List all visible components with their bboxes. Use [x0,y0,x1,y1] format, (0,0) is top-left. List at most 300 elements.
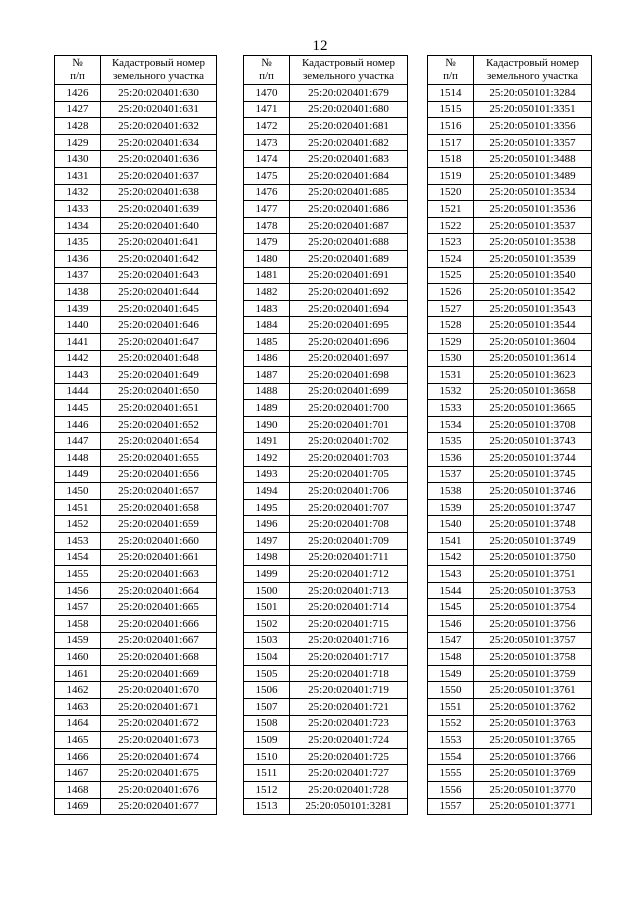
table-row [428,698,592,715]
table-row [428,167,592,184]
cadastral-number-cell: 25:20:020401:666 [101,616,217,633]
cadastral-number-cell: 25:20:020401:650 [101,383,217,400]
header-number [244,56,290,85]
table-row [428,516,592,533]
table-row [244,533,408,550]
table-row [244,549,408,566]
cadastral-number-cell: 25:20:020401:644 [101,284,217,301]
header-cadastral [474,56,592,85]
cadastral-number-cell: 25:20:020401:673 [101,732,217,749]
table-row [428,732,592,749]
cadastral-number-cell: 25:20:020401:636 [101,151,217,168]
row-number-cell: 1481 [244,267,290,284]
row-number-cell: 1528 [428,317,474,334]
header-number-line2: п/п [443,70,458,82]
row-number-cell: 1554 [428,748,474,765]
row-number-cell: 1515 [428,101,474,118]
cadastral-number-cell: 25:20:050101:3745 [474,466,592,483]
table-row [428,201,592,218]
table-row [428,765,592,782]
row-number-cell: 1501 [244,599,290,616]
cadastral-number-cell: 25:20:050101:3357 [474,134,592,151]
table-row [55,682,217,699]
row-number-cell: 1466 [55,748,101,765]
table-row [55,383,217,400]
row-number-cell: 1428 [55,118,101,135]
header-number-line1: № [261,57,272,69]
row-number-cell: 1443 [55,367,101,384]
row-number-cell: 1433 [55,201,101,218]
cadastral-number-cell: 25:20:020401:630 [101,85,217,102]
cadastral-number-cell: 25:20:020401:652 [101,416,217,433]
row-number-cell: 1530 [428,350,474,367]
table-row [244,483,408,500]
cadastral-number-cell: 25:20:020401:665 [101,599,217,616]
table-row [428,798,592,815]
row-number-cell: 1538 [428,483,474,500]
table-row [55,632,217,649]
table-row [428,416,592,433]
row-number-cell: 1474 [244,151,290,168]
cadastral-number-cell: 25:20:050101:3756 [474,616,592,633]
cadastral-number-cell: 25:20:020401:689 [290,250,408,267]
table-row [428,234,592,251]
row-number-cell: 1456 [55,582,101,599]
table-row [55,450,217,467]
table-row [244,516,408,533]
table-row [55,317,217,334]
row-number-cell: 1427 [55,101,101,118]
row-number-cell: 1553 [428,732,474,749]
row-number-cell: 1467 [55,765,101,782]
cadastral-number-cell: 25:20:050101:3771 [474,798,592,815]
table-row [55,333,217,350]
cadastral-number-cell: 25:20:020401:695 [290,317,408,334]
table-row [55,267,217,284]
cadastral-number-cell: 25:20:020401:657 [101,483,217,500]
cadastral-number-cell: 25:20:020401:649 [101,367,217,384]
table-row [244,267,408,284]
cadastral-number-cell: 25:20:020401:683 [290,151,408,168]
row-number-cell: 1472 [244,118,290,135]
row-number-cell: 1509 [244,732,290,749]
table-row [428,466,592,483]
row-number-cell: 1440 [55,317,101,334]
row-number-cell: 1547 [428,632,474,649]
row-number-cell: 1506 [244,682,290,699]
table-row [428,317,592,334]
table-row [244,284,408,301]
row-number-cell: 1494 [244,483,290,500]
row-number-cell: 1431 [55,167,101,184]
row-number-cell: 1442 [55,350,101,367]
table-row [244,317,408,334]
table-row [55,781,217,798]
table-row [428,781,592,798]
table-row [428,566,592,583]
table-row [244,616,408,633]
cadastral-number-cell: 25:20:020401:648 [101,350,217,367]
table-row [55,134,217,151]
row-number-cell: 1479 [244,234,290,251]
table-row [55,250,217,267]
cadastral-number-cell: 25:20:050101:3744 [474,450,592,467]
cadastral-number-cell: 25:20:050101:3770 [474,781,592,798]
row-number-cell: 1492 [244,450,290,467]
table-row [428,118,592,135]
cadastral-number-cell: 25:20:050101:3658 [474,383,592,400]
table-row [244,217,408,234]
row-number-cell: 1459 [55,632,101,649]
row-number-cell: 1483 [244,300,290,317]
table-header-row [55,56,217,85]
cadastral-number-cell: 25:20:020401:637 [101,167,217,184]
cadastral-number-cell: 25:20:020401:707 [290,499,408,516]
table-row [244,333,408,350]
table-row [428,599,592,616]
table-body [244,85,408,815]
table-row [244,85,408,102]
table-row [428,383,592,400]
table-row [428,267,592,284]
header-number-line2: п/п [259,70,274,82]
table-row [55,499,217,516]
table-row [244,599,408,616]
row-number-cell: 1549 [428,665,474,682]
cadastral-number-cell: 25:20:020401:711 [290,549,408,566]
table-row [244,665,408,682]
table-header-row [428,56,592,85]
table-row [55,201,217,218]
table-row [428,151,592,168]
table-row [428,250,592,267]
table-row [55,284,217,301]
cadastral-number-cell: 25:20:020401:632 [101,118,217,135]
cadastral-number-cell: 25:20:020401:714 [290,599,408,616]
cadastral-number-cell: 25:20:020401:641 [101,234,217,251]
cadastral-number-cell: 25:20:020401:713 [290,582,408,599]
table-row [55,101,217,118]
row-number-cell: 1539 [428,499,474,516]
row-number-cell: 1513 [244,798,290,815]
table-row [428,217,592,234]
row-number-cell: 1522 [428,217,474,234]
header-number [428,56,474,85]
row-number-cell: 1507 [244,698,290,715]
table-body [55,85,217,815]
cadastral-number-cell: 25:20:020401:701 [290,416,408,433]
cadastral-number-cell: 25:20:050101:3747 [474,499,592,516]
cadastral-number-cell: 25:20:050101:3623 [474,367,592,384]
row-number-cell: 1441 [55,333,101,350]
row-number-cell: 1493 [244,466,290,483]
table-row [55,566,217,583]
table-row [55,549,217,566]
table-row [244,134,408,151]
cadastral-number-cell: 25:20:020401:712 [290,566,408,583]
table-row [244,582,408,599]
cadastral-number-cell: 25:20:020401:631 [101,101,217,118]
table-row [244,350,408,367]
row-number-cell: 1514 [428,85,474,102]
cadastral-number-cell: 25:20:020401:674 [101,748,217,765]
table-row [55,665,217,682]
cadastral-number-cell: 25:20:050101:3750 [474,549,592,566]
table-row [55,582,217,599]
row-number-cell: 1455 [55,566,101,583]
row-number-cell: 1458 [55,616,101,633]
table-row [428,616,592,633]
table-row [55,85,217,102]
cadastral-number-cell: 25:20:020401:698 [290,367,408,384]
header-cadastral-line2: земельного участка [302,70,395,82]
header-number-line1: № [445,57,456,69]
cadastral-number-cell: 25:20:050101:3766 [474,748,592,765]
table-row [428,85,592,102]
cadastral-number-cell: 25:20:020401:659 [101,516,217,533]
cadastral-number-cell: 25:20:020401:705 [290,466,408,483]
row-number-cell: 1505 [244,665,290,682]
table-row [55,599,217,616]
header-cadastral-line1: Кадастровый номер [485,57,580,69]
table-row [55,400,217,417]
cadastral-number-cell: 25:20:020401:684 [290,167,408,184]
cadastral-number-cell: 25:20:020401:638 [101,184,217,201]
cadastral-number-cell: 25:20:050101:3537 [474,217,592,234]
table-row [428,350,592,367]
cadastral-number-cell: 25:20:020401:725 [290,748,408,765]
cadastral-number-cell: 25:20:020401:688 [290,234,408,251]
table-row [428,333,592,350]
row-number-cell: 1462 [55,682,101,699]
cadastral-number-cell: 25:20:020401:667 [101,632,217,649]
row-number-cell: 1438 [55,284,101,301]
row-number-cell: 1469 [55,798,101,815]
header-cadastral [290,56,408,85]
row-number-cell: 1524 [428,250,474,267]
cadastral-number-cell: 25:20:050101:3758 [474,649,592,666]
row-number-cell: 1510 [244,748,290,765]
cadastral-number-cell: 25:20:020401:663 [101,566,217,583]
row-number-cell: 1435 [55,234,101,251]
table-row [428,101,592,118]
table-row [244,748,408,765]
table-row [244,450,408,467]
table-row [244,118,408,135]
table-row [244,649,408,666]
table-row [244,250,408,267]
cadastral-number-cell: 25:20:050101:3542 [474,284,592,301]
cadastral-number-cell: 25:20:050101:3534 [474,184,592,201]
row-number-cell: 1489 [244,400,290,417]
cadastral-number-cell: 25:20:020401:706 [290,483,408,500]
table-row [244,466,408,483]
table-row [55,649,217,666]
row-number-cell: 1429 [55,134,101,151]
row-number-cell: 1550 [428,682,474,699]
row-number-cell: 1536 [428,450,474,467]
row-number-cell: 1529 [428,333,474,350]
header-number [55,56,101,85]
cadastral-number-cell: 25:20:020401:680 [290,101,408,118]
row-number-cell: 1542 [428,549,474,566]
cadastral-number-cell: 25:20:050101:3281 [290,798,408,815]
cadastral-number-cell: 25:20:020401:708 [290,516,408,533]
cadastral-number-cell: 25:20:050101:3543 [474,300,592,317]
table-row [244,367,408,384]
row-number-cell: 1519 [428,167,474,184]
table-row [428,184,592,201]
cadastral-number-cell: 25:20:020401:724 [290,732,408,749]
table-row [244,167,408,184]
row-number-cell: 1473 [244,134,290,151]
cadastral-number-cell: 25:20:020401:668 [101,649,217,666]
table-row [428,134,592,151]
table-row [244,698,408,715]
row-number-cell: 1517 [428,134,474,151]
cadastral-number-cell: 25:20:020401:645 [101,300,217,317]
table-row [428,483,592,500]
row-number-cell: 1544 [428,582,474,599]
cadastral-number-cell: 25:20:020401:651 [101,400,217,417]
table-row [55,118,217,135]
row-number-cell: 1491 [244,433,290,450]
table-row [428,665,592,682]
table-row [55,616,217,633]
table-row [55,350,217,367]
row-number-cell: 1551 [428,698,474,715]
row-number-cell: 1444 [55,383,101,400]
row-number-cell: 1445 [55,400,101,417]
cadastral-number-cell: 25:20:020401:639 [101,201,217,218]
cadastral-number-cell: 25:20:020401:702 [290,433,408,450]
cadastral-number-cell: 25:20:020401:654 [101,433,217,450]
table-row [428,300,592,317]
cadastral-number-cell: 25:20:020401:681 [290,118,408,135]
row-number-cell: 1475 [244,167,290,184]
table-row [244,682,408,699]
table-row [244,765,408,782]
cadastral-number-cell: 25:20:050101:3748 [474,516,592,533]
table-row [55,732,217,749]
row-number-cell: 1534 [428,416,474,433]
row-number-cell: 1470 [244,85,290,102]
row-number-cell: 1521 [428,201,474,218]
cadastral-number-cell: 25:20:020401:660 [101,533,217,550]
row-number-cell: 1430 [55,151,101,168]
cadastral-number-cell: 25:20:020401:669 [101,665,217,682]
table-row [428,549,592,566]
row-number-cell: 1526 [428,284,474,301]
table-row [428,284,592,301]
table-row [55,300,217,317]
row-number-cell: 1540 [428,516,474,533]
header-cadastral-line2: земельного участка [112,70,205,82]
cadastral-number-cell: 25:20:020401:719 [290,682,408,699]
table-row [244,732,408,749]
table-row [428,682,592,699]
cadastral-number-cell: 25:20:050101:3765 [474,732,592,749]
table-row [55,748,217,765]
table-row [55,715,217,732]
row-number-cell: 1512 [244,781,290,798]
table-row [428,582,592,599]
cadastral-number-cell: 25:20:020401:682 [290,134,408,151]
cadastral-number-cell: 25:20:020401:723 [290,715,408,732]
table-row [55,433,217,450]
row-number-cell: 1488 [244,383,290,400]
cadastral-number-cell: 25:20:050101:3356 [474,118,592,135]
cadastral-table-1 [54,55,217,815]
table-row [244,383,408,400]
cadastral-number-cell: 25:20:020401:677 [101,798,217,815]
cadastral-number-cell: 25:20:020401:727 [290,765,408,782]
cadastral-number-cell: 25:20:050101:3754 [474,599,592,616]
row-number-cell: 1537 [428,466,474,483]
table-row [55,151,217,168]
row-number-cell: 1487 [244,367,290,384]
cadastral-number-cell: 25:20:020401:696 [290,333,408,350]
cadastral-number-cell: 25:20:050101:3769 [474,765,592,782]
row-number-cell: 1525 [428,267,474,284]
cadastral-number-cell: 25:20:020401:718 [290,665,408,682]
table-row [55,217,217,234]
cadastral-number-cell: 25:20:020401:670 [101,682,217,699]
row-number-cell: 1495 [244,499,290,516]
row-number-cell: 1552 [428,715,474,732]
table-row [428,400,592,417]
table-row [428,632,592,649]
row-number-cell: 1449 [55,466,101,483]
row-number-cell: 1502 [244,616,290,633]
cadastral-number-cell: 25:20:050101:3665 [474,400,592,417]
cadastral-number-cell: 25:20:050101:3708 [474,416,592,433]
table-row [428,433,592,450]
cadastral-number-cell: 25:20:020401:709 [290,533,408,550]
table-row [428,748,592,765]
table-row [244,184,408,201]
table-row [428,649,592,666]
table-row [244,566,408,583]
table-row [244,632,408,649]
cadastral-number-cell: 25:20:020401:717 [290,649,408,666]
cadastral-number-cell: 25:20:020401:658 [101,499,217,516]
table-header-row [244,56,408,85]
row-number-cell: 1447 [55,433,101,450]
row-number-cell: 1500 [244,582,290,599]
row-number-cell: 1557 [428,798,474,815]
table-row [244,416,408,433]
header-cadastral-line1: Кадастровый номер [301,57,396,69]
row-number-cell: 1437 [55,267,101,284]
cadastral-number-cell: 25:20:020401:700 [290,400,408,417]
row-number-cell: 1460 [55,649,101,666]
cadastral-number-cell: 25:20:020401:675 [101,765,217,782]
cadastral-number-cell: 25:20:020401:647 [101,333,217,350]
page-number: 12 [312,38,328,54]
table-row [244,798,408,815]
cadastral-number-cell: 25:20:020401:661 [101,549,217,566]
cadastral-number-cell: 25:20:020401:721 [290,698,408,715]
cadastral-number-cell: 25:20:050101:3751 [474,566,592,583]
cadastral-number-cell: 25:20:020401:656 [101,466,217,483]
cadastral-number-cell: 25:20:050101:3540 [474,267,592,284]
cadastral-number-cell: 25:20:020401:692 [290,284,408,301]
row-number-cell: 1436 [55,250,101,267]
row-number-cell: 1527 [428,300,474,317]
cadastral-number-cell: 25:20:020401:691 [290,267,408,284]
cadastral-number-cell: 25:20:020401:699 [290,383,408,400]
